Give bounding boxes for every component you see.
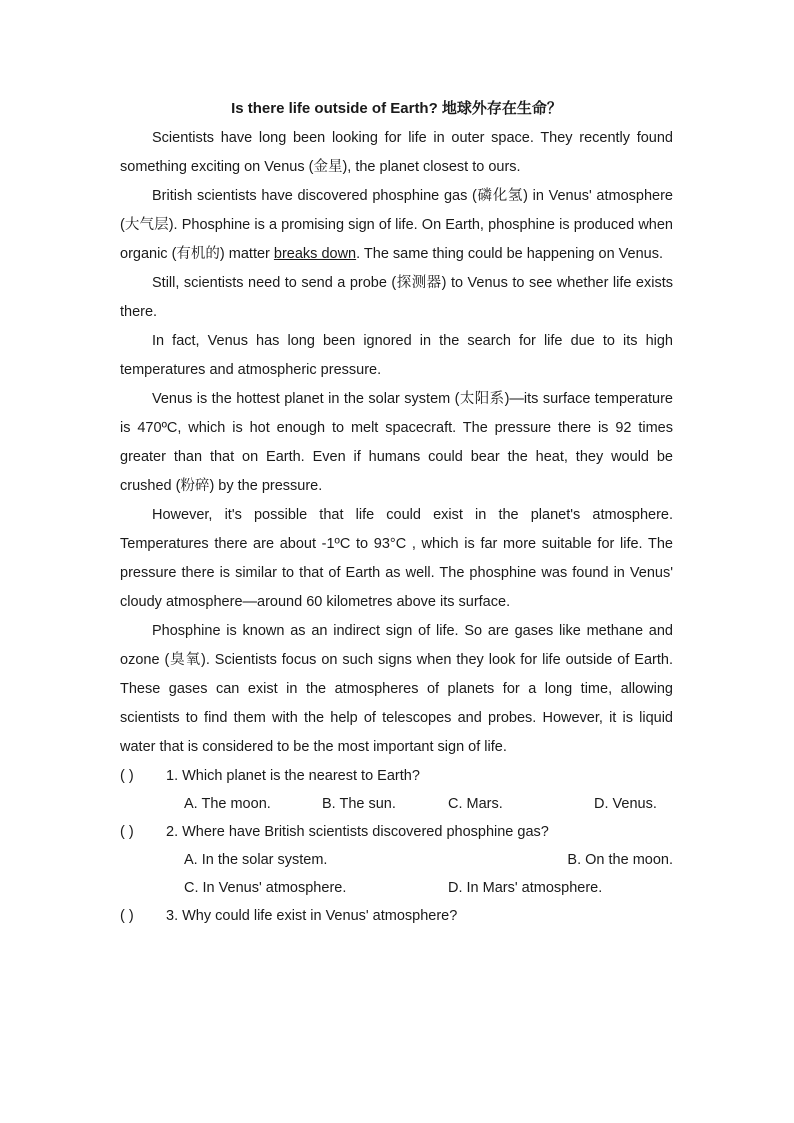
- answer-bracket: ( ): [120, 824, 134, 840]
- question-text: 3. Why could life exist in Venus' atmosphere?: [166, 908, 458, 924]
- paragraph-2-part-a: British scientists have discovered phosphine gas (磷化氢) in Venus' atmosphere (大气层). Phosphine is a promising sign of life. On Earth, phosphine is produced when organic (有机的) matter: [120, 188, 673, 262]
- question-1-options: [120, 790, 673, 818]
- paragraph-4: In fact, Venus has long been ignored in the search for life due to its high temperatures and atmospheric pressure.: [120, 333, 673, 378]
- question-text: 2. Where have British scientists discovered phosphine gas?: [166, 824, 549, 840]
- question-3: [120, 902, 673, 930]
- option-c: C. In Venus' atmosphere.: [184, 880, 347, 896]
- paragraph-7: Phosphine is known as an indirect sign of life. So are gases like methane and ozone (臭氧). Scientists focus on such signs when they look for life outside of Earth. These gases can exist in the atmospheres of planets for a long time, allowing scientists to find them with the help of telescopes and probes. However, it is liquid water that is considered to be the most important sign of life.: [120, 623, 673, 755]
- option-b: B. The sun.: [322, 796, 396, 812]
- question-text: 1. Which planet is the nearest to Earth?: [166, 768, 420, 784]
- paragraph-2-part-b: . The same thing could be happening on Venus.: [356, 246, 664, 262]
- paragraph-6: However, it's possible that life could exist in the planet's atmosphere. Temperatures there are about -1ºC to 93°C , which is far more suitable for life. The pressure there is similar to that of Earth as well. The phosphine was found in Venus' cloudy atmosphere—around 60 kilometres above its surface.: [120, 507, 673, 610]
- option-b: B. On the moon.: [567, 852, 673, 868]
- option-d: D. Venus.: [594, 796, 657, 812]
- paragraph-5: Venus is the hottest planet in the solar system (太阳系)—its surface temperature is 470ºC, which is hot enough to melt spacecraft. The pressure there is 92 times greater than that on Earth. Even if humans could bear the heat, they would be crushed (粉碎) by the pressure.: [120, 391, 673, 494]
- question-2-options-row-2: [120, 874, 673, 902]
- paragraph-2: [120, 182, 673, 269]
- question-2: [120, 818, 673, 846]
- option-c: C. Mars.: [448, 796, 503, 812]
- option-a: A. In the solar system.: [184, 852, 328, 868]
- document-page: [120, 96, 673, 930]
- answer-bracket: ( ): [120, 908, 134, 924]
- paragraph-1: Scientists have long been looking for life in outer space. They recently found something exciting on Venus (金星), the planet closest to ours.: [120, 130, 673, 175]
- option-a: A. The moon.: [184, 796, 271, 812]
- answer-bracket[interactable]: ( ): [120, 768, 134, 784]
- question-1: [120, 762, 673, 790]
- underlined-phrase: breaks down: [273, 246, 357, 262]
- page-title: Is there life outside of Earth? 地球外存在生命？: [231, 100, 562, 117]
- paragraph-3: Still, scientists need to send a probe (探测器) to Venus to see whether life exists there.: [120, 275, 673, 320]
- option-d: D. In Mars' atmosphere.: [448, 880, 603, 896]
- question-2-options-row-1: [120, 846, 673, 874]
